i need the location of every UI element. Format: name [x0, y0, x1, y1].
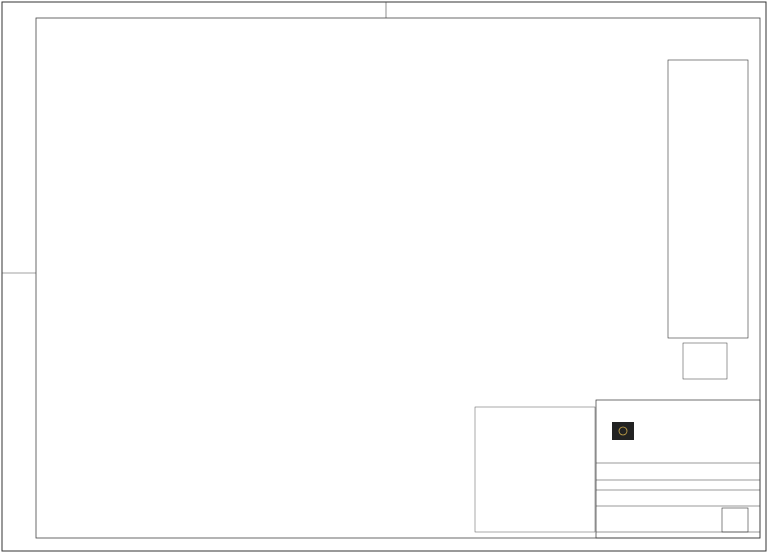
company-logo — [612, 422, 634, 440]
sheet-border — [2, 2, 766, 551]
